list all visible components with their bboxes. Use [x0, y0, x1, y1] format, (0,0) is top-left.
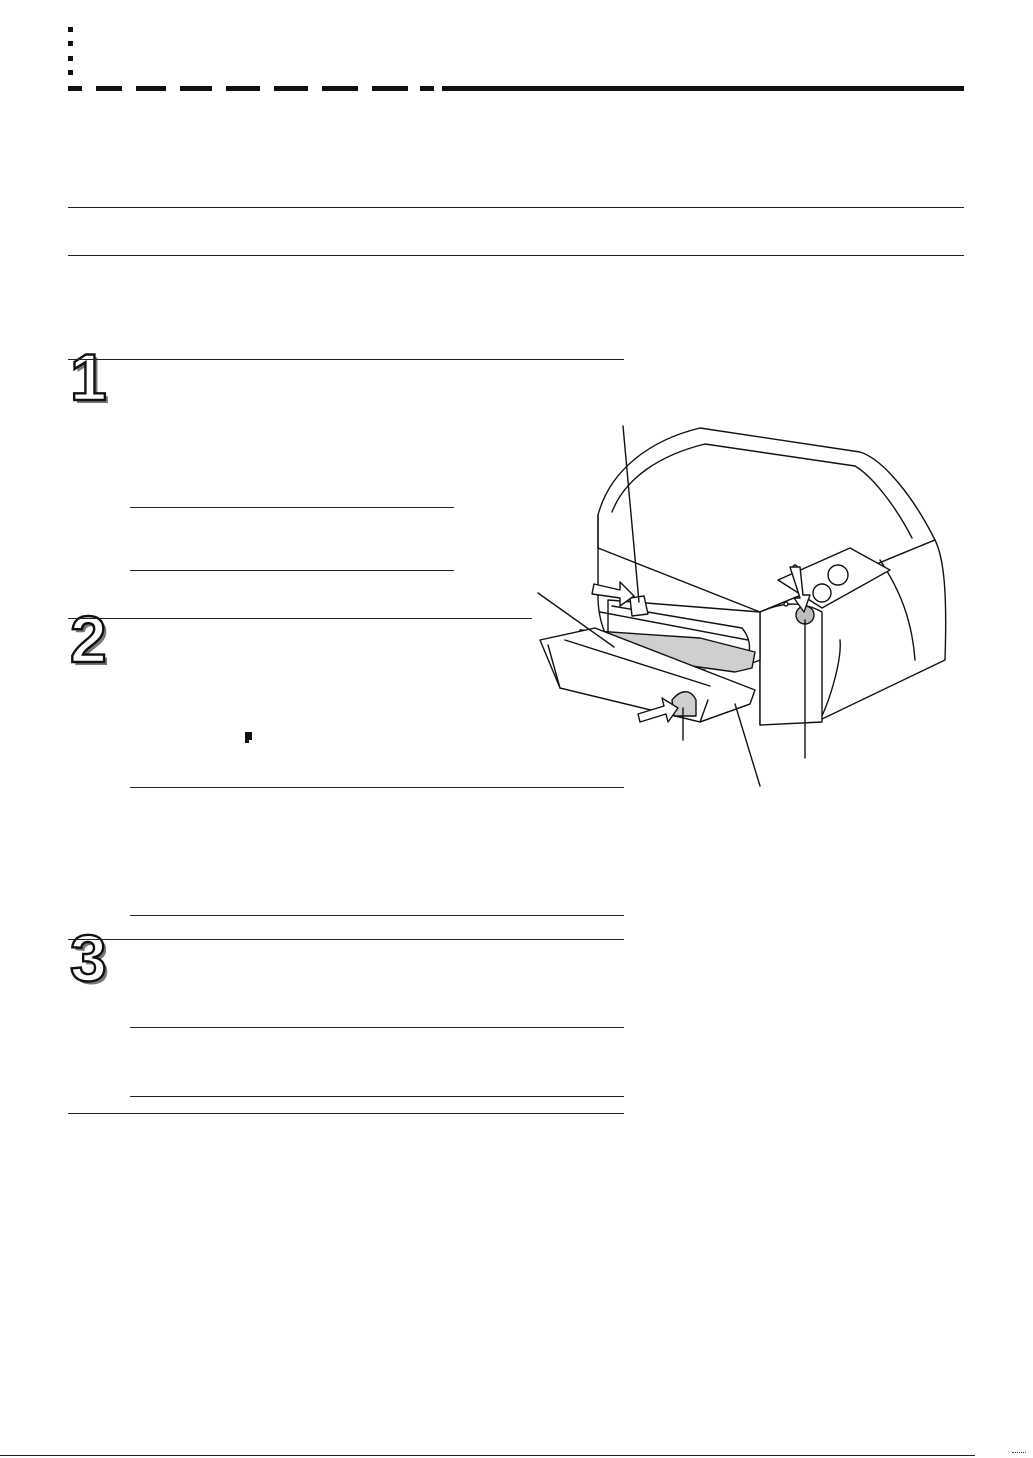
step-number-3: 3: [70, 921, 107, 995]
control-panel: [760, 604, 822, 725]
step-number-2: 2: [70, 602, 107, 676]
panel-button: [813, 584, 831, 602]
callout-tray: [735, 704, 760, 786]
step-number-1: 1: [70, 340, 107, 414]
panel-button: [828, 565, 848, 585]
